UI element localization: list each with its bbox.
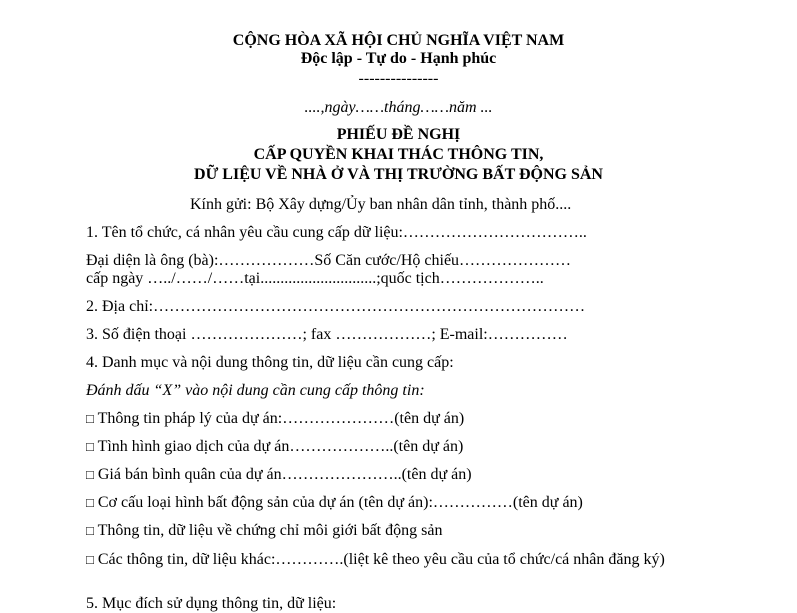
contact-field[interactable]: 3. Số điện thoại …………………; fax ………………; E-mail:…………… xyxy=(86,326,568,343)
org-name-field[interactable]: 1. Tên tổ chức, cá nhân yêu cầu cung cấp dữ liệu:…………………………….. xyxy=(86,224,587,241)
separator: --------------- xyxy=(358,70,439,87)
date-line: ....,ngày……tháng……năm ... xyxy=(304,99,493,116)
checklist-item-label: Cơ cấu loại hình bất động sản của dự án (tên dự án):……………(tên dự án) xyxy=(97,494,583,511)
checklist-item[interactable] xyxy=(86,550,686,570)
checkbox-icon[interactable]: □ xyxy=(86,552,94,567)
motto: Độc lập - Tự do - Hạnh phúc xyxy=(300,50,497,67)
checklist-item-label: Thông tin, dữ liệu về chứng chỉ môi giới bất động sản xyxy=(97,522,443,539)
checkbox-icon[interactable]: □ xyxy=(86,467,94,482)
instruction-text: Đánh dấu “X” vào nội dung cần cung cấp thông tin: xyxy=(86,382,425,399)
address-field[interactable]: 2. Địa chỉ:……………………………………………………………………… xyxy=(86,298,586,315)
checkbox-icon[interactable]: □ xyxy=(86,411,94,426)
checkbox-icon[interactable]: □ xyxy=(86,495,94,510)
checklist-item[interactable] xyxy=(86,466,472,484)
recipient-line: Kính gửi: Bộ Xây dựng/Ủy ban nhân dân tỉnh, thành phố.... xyxy=(190,196,572,213)
checkbox-icon[interactable]: □ xyxy=(86,439,94,454)
checklist-item[interactable] xyxy=(86,494,583,512)
form-title-line1: PHIẾU ĐỀ NGHỊ xyxy=(336,126,461,143)
checklist-item-label: Các thông tin, dữ liệu khác:………….(liệt kê theo yêu cầu của tổ chức/cá nhân đăng ký) xyxy=(97,551,665,568)
form-title-line2: CẤP QUYỀN KHAI THÁC THÔNG TIN, xyxy=(253,146,544,163)
checklist-item[interactable] xyxy=(86,522,442,540)
checkbox-icon[interactable]: □ xyxy=(86,523,94,538)
checklist-item-label: Thông tin pháp lý của dự án:…………………(tên dự án) xyxy=(97,410,465,427)
section4-heading: 4. Danh mục và nội dung thông tin, dữ liệu cần cung cấp: xyxy=(86,354,454,371)
checklist-item-label: Tình hình giao dịch của dự án………………..(tên dự án) xyxy=(97,438,464,455)
cutoff-line: 5. Mục đích sử dụng thông tin, dữ liệu: xyxy=(86,595,337,612)
form-title-line3: DỮ LIỆU VỀ NHÀ Ở VÀ THỊ TRƯỜNG BẤT ĐỘNG SẢN xyxy=(194,166,603,183)
representative-field[interactable]: Đại diện là ông (bà):………………Số Căn cước/Hộ chiếu………………… xyxy=(86,252,572,269)
checklist-item-label: Giá bán bình quân của dự án…………………..(tên dự án) xyxy=(97,466,472,483)
nation-heading: CỘNG HÒA XÃ HỘI CHỦ NGHĨA VIỆT NAM xyxy=(232,32,565,49)
issue-info-field[interactable]: cấp ngày …../……/……tại.............................;quốc tịch……………….. xyxy=(86,270,544,287)
checklist-item[interactable] xyxy=(86,410,464,428)
checklist-item[interactable] xyxy=(86,438,463,456)
